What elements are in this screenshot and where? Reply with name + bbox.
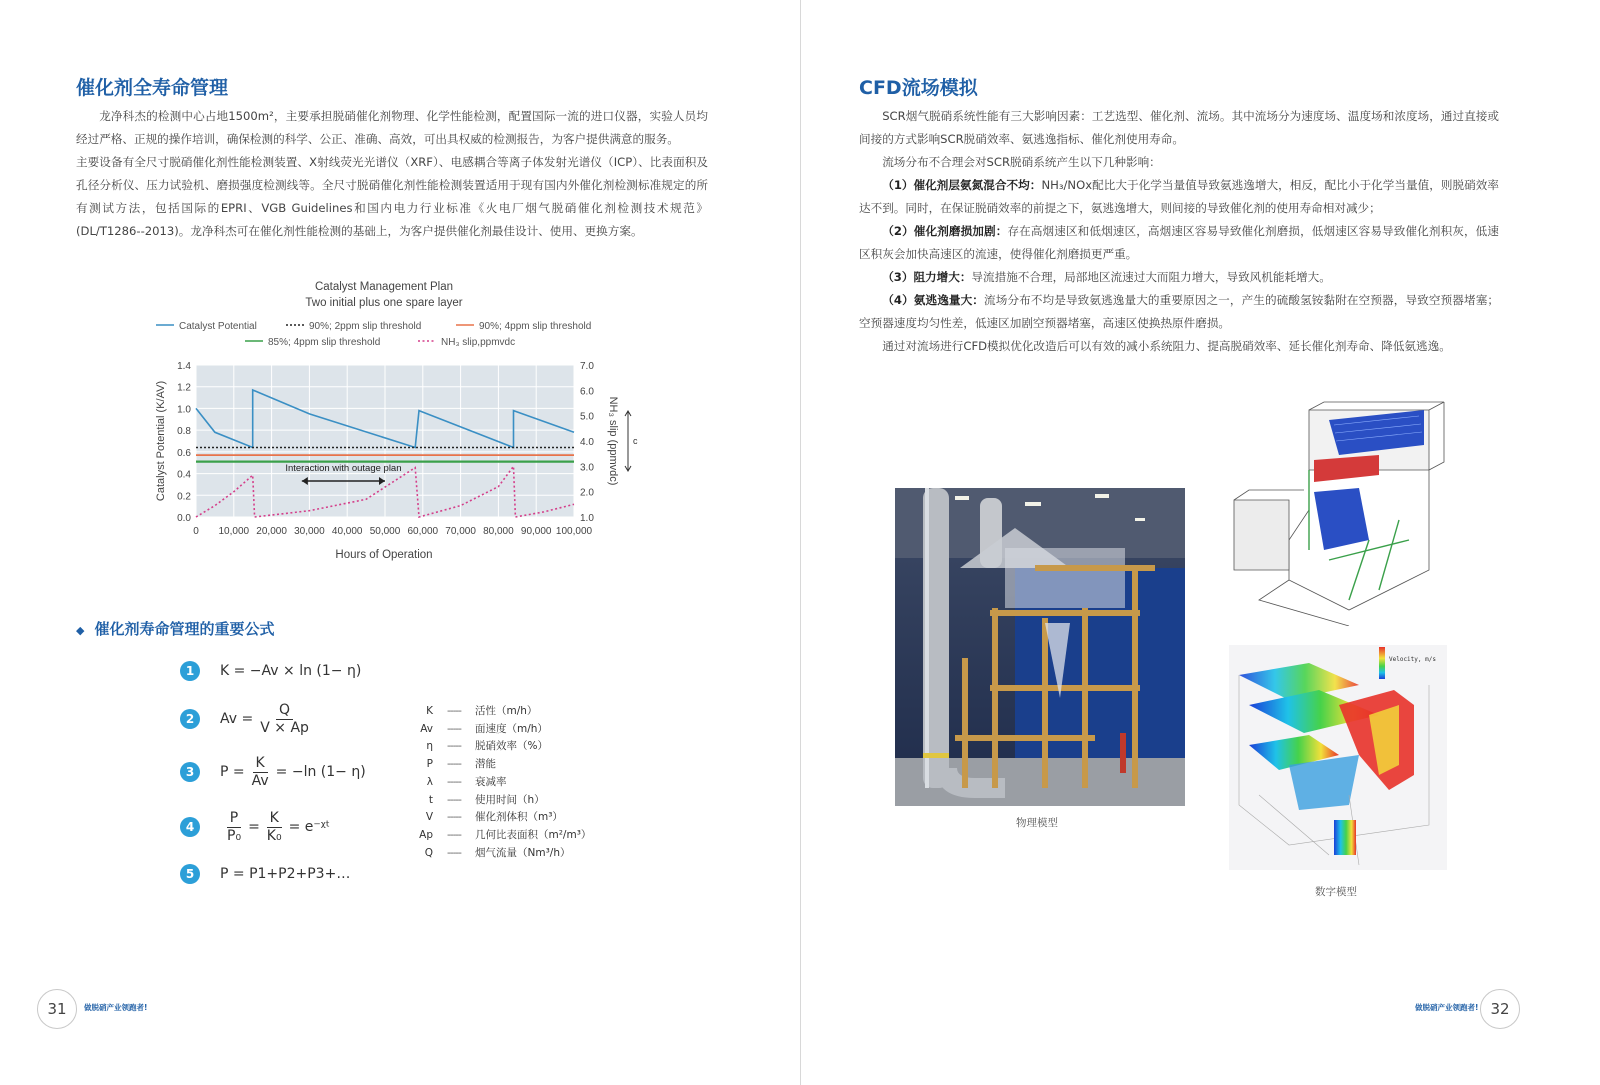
cfd-item-2-label: （2）催化剂磨损加剧：: [882, 224, 1008, 238]
cfd-item-3-text: 导流措施不合理，局部地区流速过大而阻力增大，导致风机能耗增大。: [971, 270, 1331, 284]
formula-subhead: [76, 618, 274, 639]
y2-tick-label: 4.0: [580, 437, 594, 448]
formula-4-rhs: = e⁻ᵡᵗ: [288, 819, 330, 835]
symbol: Q: [424, 846, 433, 859]
symbol-desc: 几何比表面积（m²/m³）: [475, 828, 592, 841]
wireframe-model-illustration: [1229, 400, 1447, 626]
cfd-digital-model-image: [1229, 645, 1447, 870]
symbol-dash: -----: [447, 740, 461, 753]
symbol: Ap: [419, 828, 433, 841]
chart-y2-label: NH₃ slip (ppmvdc): [607, 396, 619, 486]
symbol-desc: 活性（m/h）: [475, 705, 538, 717]
formula-4-numerator-k: K: [267, 810, 282, 828]
y2-tick-label: 5.0: [580, 411, 594, 423]
formula-3-numerator: K: [253, 755, 268, 773]
y-tick-label: 0.2: [177, 491, 191, 503]
formula-number-5: 5: [180, 864, 200, 884]
formula-2-fraction: [257, 702, 312, 737]
cfd-item-1-label: （1）催化剂层氨氮混合不均：: [882, 178, 1042, 192]
formula-3-lhs: P =: [220, 764, 245, 780]
x-tick-label: 60,000: [407, 526, 439, 537]
symbol-row: [415, 703, 591, 721]
symbol-desc: 衰减率: [475, 775, 507, 788]
right-page: [801, 0, 1600, 1085]
symbol: P: [426, 758, 433, 771]
symbol-desc: 面速度（m/h）: [475, 722, 548, 735]
physical-model-photo: [895, 488, 1185, 806]
right-body: [859, 105, 1499, 358]
symbol-dash: -----: [447, 758, 461, 771]
y2-tick-label: 6.0: [580, 386, 594, 398]
cfd-legend-label: Velocity, m/s: [1389, 656, 1436, 663]
cfd-illustration: [1229, 645, 1447, 870]
y2-tick-label: 7.0: [580, 361, 594, 372]
symbol-row: [415, 774, 591, 792]
cfd-item-4-label: （4）氨逃逸量大：: [882, 293, 985, 307]
side-bracket: [625, 411, 638, 471]
formula-4-denominator-p: P₀: [227, 827, 242, 844]
formula-4-numerator-p: P: [227, 810, 241, 828]
legend-label: 85%; 4ppm slip threshold: [268, 337, 381, 348]
symbol-desc: 使用时间（h）: [475, 793, 545, 806]
chart-x-label: Hours of Operation: [335, 549, 433, 561]
symbol-row: [415, 792, 591, 810]
right-page-title: CFD流场模拟: [859, 77, 978, 99]
left-intro: [76, 105, 708, 243]
symbol-dash: -----: [447, 793, 461, 806]
formula-4-text: [220, 810, 330, 845]
symbol-desc: 脱硝效率（%）: [475, 740, 548, 753]
y-tick-label: 0.0: [177, 513, 191, 524]
symbol-row: [415, 809, 591, 827]
y2-tick-label: 3.0: [580, 462, 594, 474]
symbol: λ: [426, 775, 433, 788]
cfd-item-3: [859, 266, 1499, 289]
formula-2-numerator: Q: [276, 702, 293, 720]
x-tick-label: 80,000: [483, 526, 514, 537]
cfd-paragraph-1: SCR烟气脱硝系统性能有三大影响因素：工艺选型、催化剂、流场。其中流场分为速度场、温度场和浓度场，通过直接或间接的方式影响SCR脱硝效率、氨逃逸指标、催化剂使用寿命。: [859, 109, 1499, 146]
symbol-row: [415, 756, 591, 774]
cfd-paragraph-3: 通过对流场进行CFD模拟优化改造后可以有效的减小系统阻力、提高脱硝效率、延长催化剂寿命、降低氨逃逸。: [882, 339, 1451, 353]
annotation-label: Interaction with outage plan: [285, 463, 402, 474]
catalyst-management-chart: [150, 280, 640, 580]
y-tick-label: 0.6: [177, 447, 191, 459]
formula-subhead-text: 催化剂寿命管理的重要公式: [94, 620, 275, 638]
symbol: V: [425, 811, 433, 824]
legend-label: 90%; 2ppm slip threshold: [309, 321, 422, 332]
formula-1: [180, 653, 361, 689]
formula-4-fraction-k: [264, 810, 285, 845]
symbol-row: [415, 721, 591, 739]
symbol-dash: -----: [447, 705, 461, 717]
symbol-dash: -----: [447, 828, 461, 841]
symbol-row: [415, 845, 591, 863]
side-marker: c: [633, 436, 638, 446]
y-tick-label: 1.0: [177, 404, 191, 416]
physical-model-illustration: [895, 488, 1185, 806]
cfd-item-3-label: （3）阻力增大：: [882, 270, 972, 284]
cfd-item-1-text: NH₃/NOx配比大于化学当量值导致氨逃逸增大，相反，配比小于化学当量值，则脱硝效率达不到。同时，在保证脱硝效率的前提之下，氨逃逸增大，则间接的导致催化剂的使用寿命相对减少；: [859, 178, 1500, 215]
x-tick-label: 70,000: [445, 526, 476, 537]
x-tick-label: 10,000: [218, 526, 250, 537]
cfd-item-2: [859, 220, 1499, 266]
intro-paragraph-2: 主要设备有全尺寸脱硝催化剂性能检测装置、X射线荧光光谱仪（XRF）、电感耦合等离子体发射光谱仪（ICP）、比表面积及孔径分析仪、压力试验机、磨损强度检测线等。全尺寸脱硝催化剂性能检测装置适用于现有国内外催化剂检测标准规定的所有测试方法，包括国际的EPRI、VGB Guidelines和国内电力行业标准《火电厂烟气脱硝催化剂检测技术规范》(DL/T1286--2013)。龙净科杰可在催化剂性能检测的基础上，为客户提供催化剂最佳设计、使用、更换方案。: [76, 155, 708, 238]
y2-tick-label: 1.0: [580, 513, 594, 524]
formula-2-denominator: V × Ap: [260, 719, 309, 736]
x-tick-label: 90,000: [520, 526, 552, 537]
y2-tick-label: 2.0: [580, 487, 594, 499]
symbol: η: [426, 740, 433, 753]
symbol: K: [426, 705, 433, 717]
diamond-icon: ◆: [76, 624, 85, 637]
wireframe-model-image: [1229, 400, 1447, 626]
page-number-left: 31: [37, 989, 77, 1029]
caption-digital-model: 数字模型: [1315, 886, 1357, 898]
left-page-title: 催化剂全寿命管理: [76, 77, 229, 99]
slogan-right: 做脱硝产业领跑者!: [1415, 1003, 1479, 1012]
formula-3-fraction: [249, 755, 272, 790]
formula-number-4: 4: [180, 817, 200, 837]
formula-number-3: 3: [180, 762, 200, 782]
x-tick-label: 30,000: [294, 526, 325, 537]
symbol-dash: -----: [447, 775, 461, 788]
chart-legend: [156, 321, 591, 348]
x-tick-label: 0: [193, 526, 199, 537]
legend-label: NH₃ slip,ppmvdc: [441, 337, 516, 348]
y-tick-label: 1.4: [177, 361, 191, 372]
formula-number-2: 2: [180, 709, 200, 729]
formula-2: [180, 701, 316, 737]
symbol-dash: -----: [447, 811, 461, 824]
formula-4-fraction-p: [224, 810, 244, 845]
formula-5-text: P = P1+P2+P3+…: [220, 866, 351, 882]
formula-number-1: 1: [180, 661, 200, 681]
intro-paragraph-1: 龙净科杰的检测中心占地1500m²，主要承担脱硝催化剂物理、化学性能检测，配置国际一流的进口仪器，实验人员均经过严格、正规的操作培训，确保检测的科学、公正、准确、高效，可出具权威的检测报告，为客户提供满意的服务。: [76, 109, 708, 146]
x-tick-label: 20,000: [256, 526, 287, 537]
page-number-right: 32: [1480, 989, 1520, 1029]
formula-3-text: [220, 755, 366, 790]
symbol-desc: 潜能: [475, 758, 496, 771]
symbol-row: [415, 738, 591, 756]
formula-2-lhs: Av =: [220, 711, 254, 727]
formula-1-text: K = −Av × ln (1− η): [220, 663, 362, 679]
formula-3: [180, 754, 366, 790]
y-tick-label: 0.4: [177, 469, 191, 481]
symbol-row: [415, 827, 591, 845]
legend-label: 90%; 4ppm slip threshold: [479, 321, 592, 332]
symbol-dash: -----: [447, 722, 461, 735]
slogan-left: 做脱硝产业领跑者!: [84, 1003, 148, 1012]
x-tick-label: 50,000: [369, 526, 401, 537]
formula-5: [180, 856, 350, 892]
caption-physical-model: 物理模型: [1016, 817, 1058, 829]
formula-4: [180, 809, 330, 845]
cfd-item-1: [859, 174, 1499, 220]
formula-3-denominator: Av: [251, 772, 269, 789]
symbol-desc: 催化剂体积（m³）: [475, 811, 563, 824]
formula-4-equals: =: [248, 819, 260, 835]
x-tick-label: 40,000: [331, 526, 363, 537]
cfd-item-4: [859, 289, 1499, 335]
formula-2-text: [220, 702, 316, 737]
formula-4-denominator-k: K₀: [266, 827, 282, 844]
chart-svg: [150, 280, 640, 580]
symbol-desc: 烟气流量（Nm³/h）: [475, 846, 571, 859]
legend-label: Catalyst Potential: [179, 321, 257, 332]
cfd-item-4-text: 流场分布不均是导致氨逃逸量大的重要原因之一，产生的硫酸氢铵黏附在空预器，导致空预器堵塞；空预器速度均匀性差，低速区加剧空预器堵塞，高速区使换热原件磨损。: [859, 293, 1499, 330]
symbol: t: [428, 793, 433, 806]
symbol-dash: -----: [447, 846, 461, 859]
chart-y-label: Catalyst Potential (K/AV): [155, 380, 167, 502]
x-tick-label: 100,000: [555, 526, 593, 537]
y-tick-label: 1.2: [177, 382, 191, 394]
cfd-paragraph-2: 流场分布不合理会对SCR脱硝系统产生以下几种影响：: [882, 155, 1161, 169]
chart-title: Catalyst Management Plan: [314, 281, 454, 293]
symbol-legend: [415, 703, 591, 862]
chart-subtitle: Two initial plus one spare layer: [305, 297, 463, 309]
cfd-color-scale: [1379, 647, 1385, 679]
y-tick-label: 0.8: [177, 426, 191, 438]
symbol: Av: [420, 722, 433, 735]
cfd-item-2-text: 存在高烟速区和低烟速区，高烟速区容易导致催化剂磨损，低烟速区容易导致催化剂积灰，低速区积灰会加快高速区的流速，使得催化剂磨损更严重。: [859, 224, 1499, 261]
formula-3-rhs: = −ln (1− η): [275, 764, 366, 780]
